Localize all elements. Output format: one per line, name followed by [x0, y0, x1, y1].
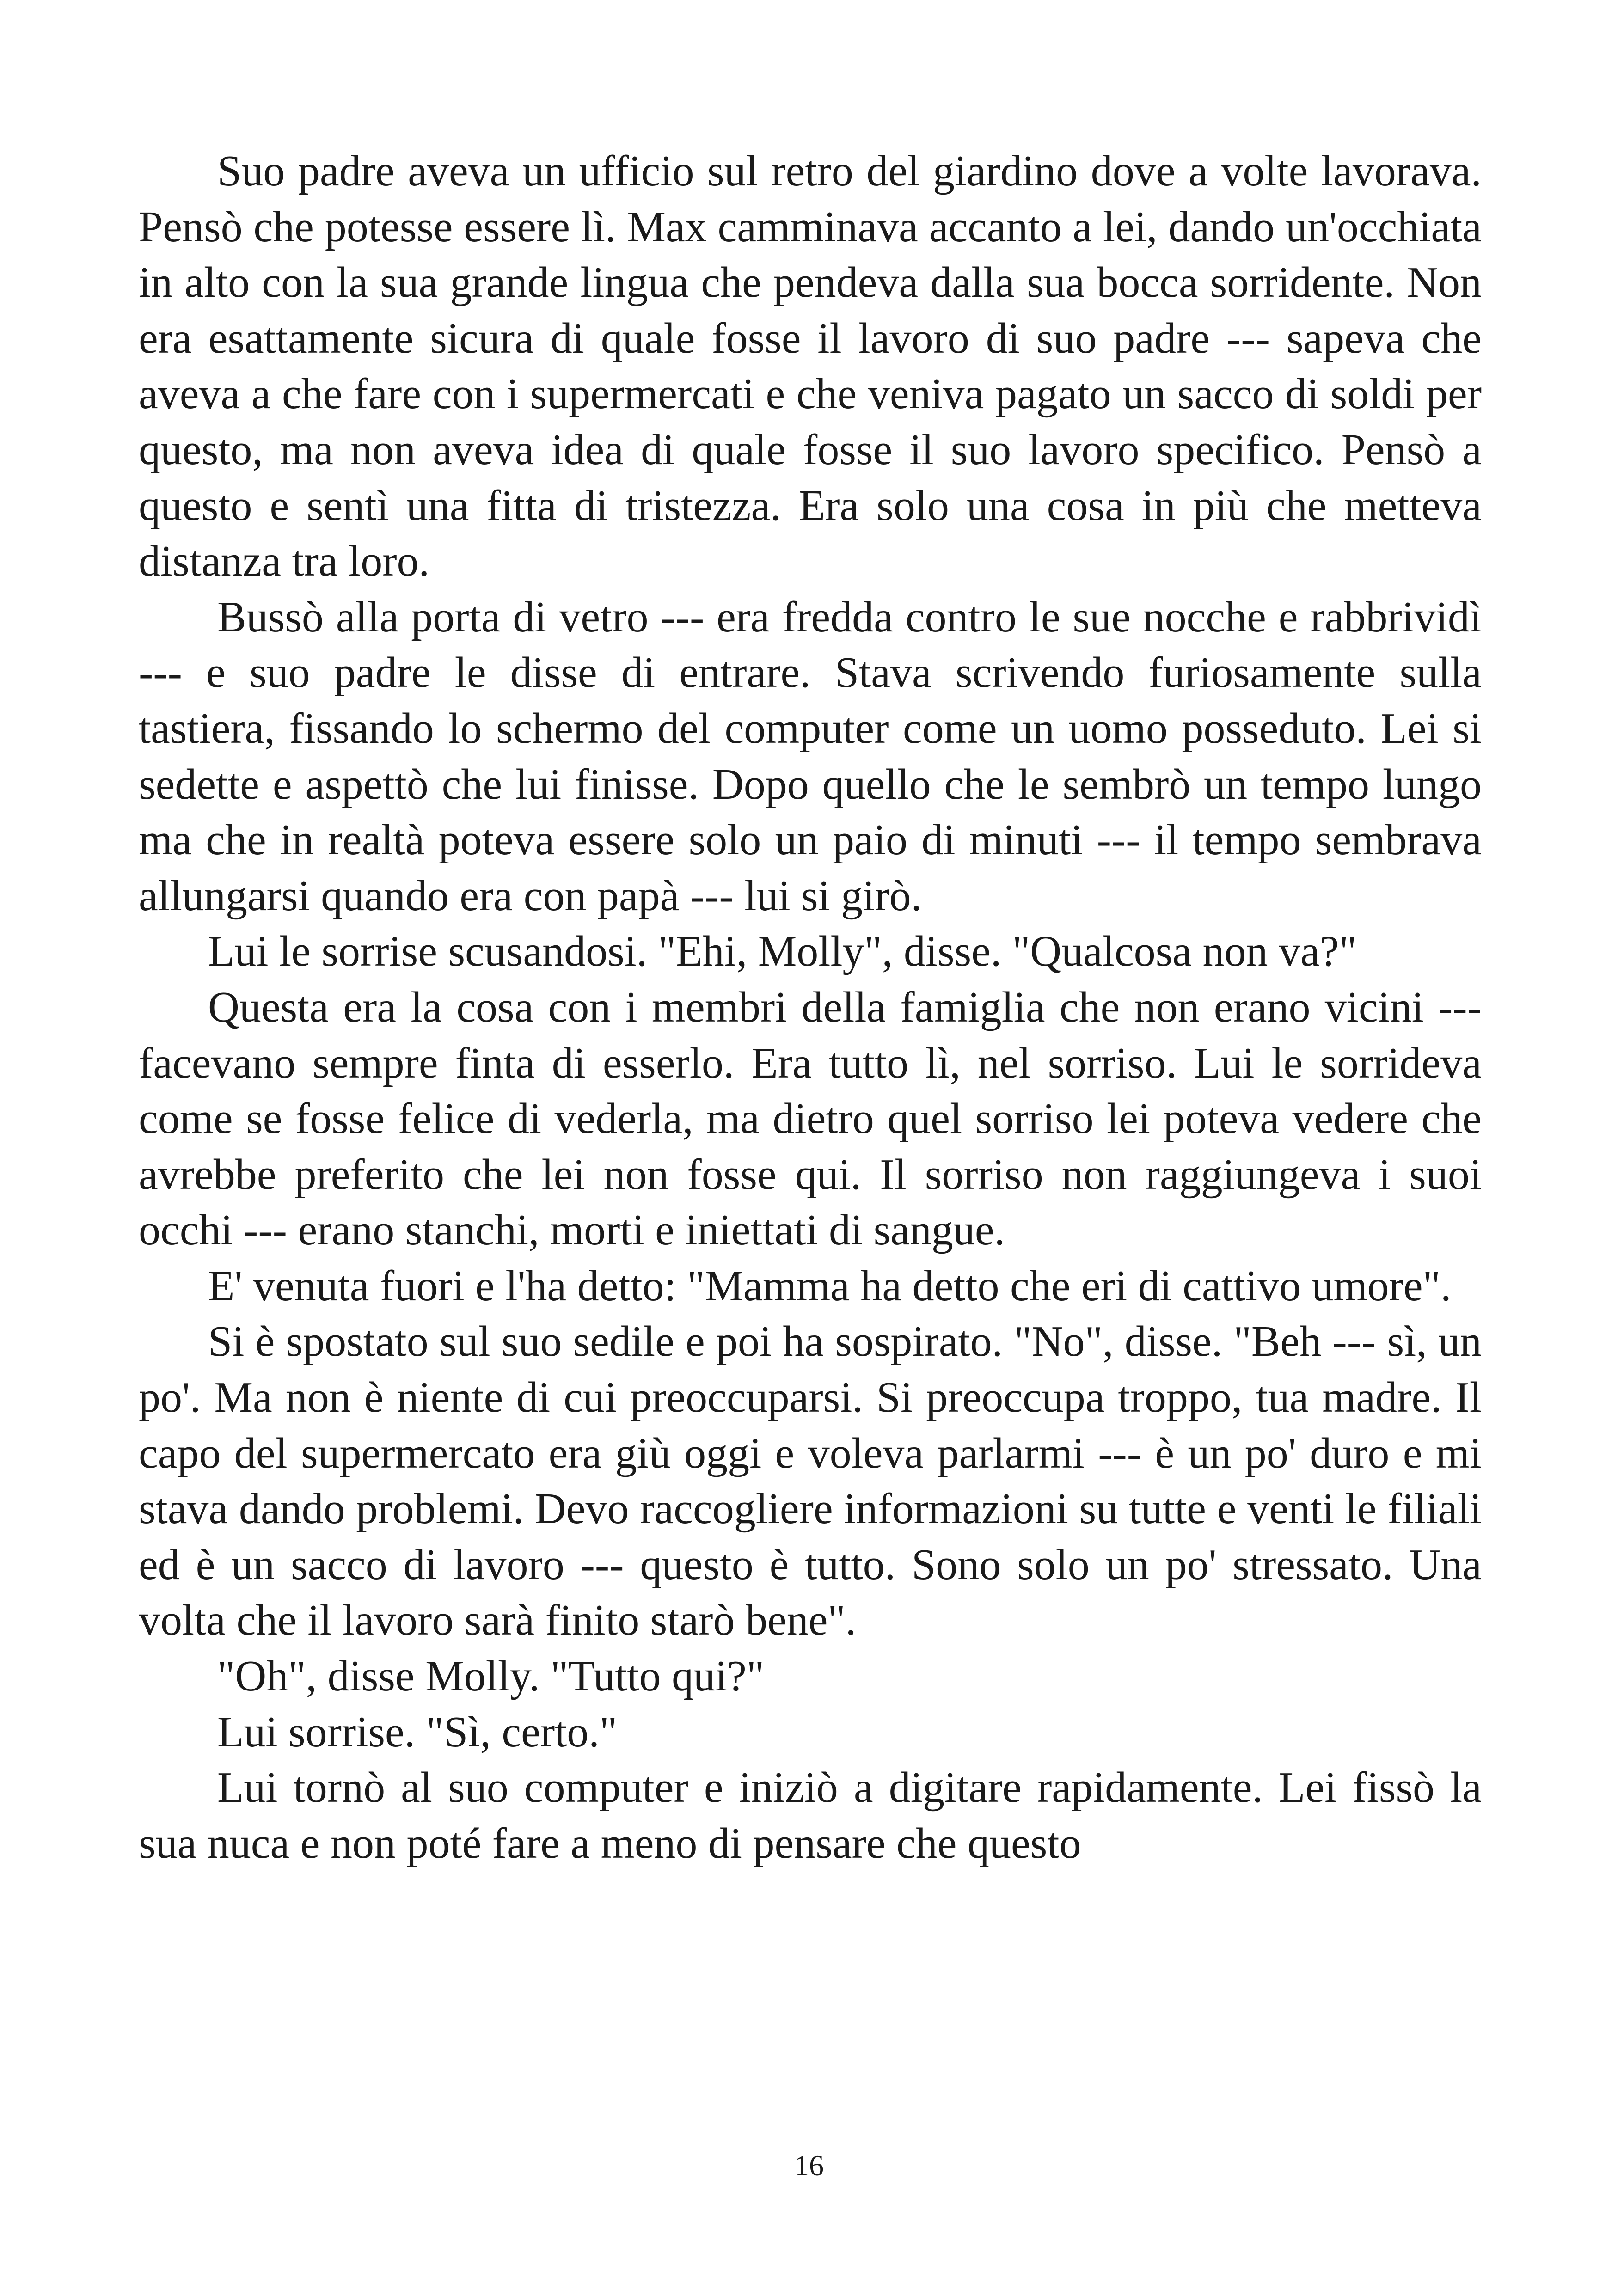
paragraph: Lui sorrise. "Sì, certo." — [217, 1708, 618, 1756]
paragraph: Si è spostato sul suo sedile e poi ha sospirato. "No", disse. "Beh --- sì, un po'. Ma non è niente di cui preoccuparsi. Si preoccupa troppo, tua madre. Il capo del supermercato era giù oggi e voleva parlarmi --- è un po' duro e mi stava dando problemi. Devo raccogliere informazioni su tutte e venti le filiali ed è un sacco di lavoro --- questo è tutto. Sono solo un po' stressato. Una volta che il lavoro sarà finito starò bene". — [139, 1317, 1482, 1645]
page-number: 16 — [794, 2149, 824, 2182]
paragraph: Questa era la cosa con i membri della famiglia che non erano vicini --- facevano sempre finta di esserlo. Era tutto lì, nel sorriso. Lui le sorrideva come se fosse felice di vederla, ma dietro quel sorriso lei poteva vedere che avrebbe preferito che lei non fosse qui. Il sorriso non raggiungeva i suoi occhi --- erano stanchi, morti e iniettati di sangue. — [139, 983, 1482, 1255]
paragraph: Lui le sorrise scusandosi. "Ehi, Molly", disse. "Qualcosa non va?" — [208, 927, 1357, 976]
paragraph: Lui tornò al suo computer e iniziò a digitare rapidamente. Lei fissò la sua nuca e non poté fare a meno di pensare che questo — [139, 1763, 1482, 1867]
paragraph: Bussò alla porta di vetro --- era fredda contro le sue nocche e rabbrividì --- e suo padre le disse di entrare. Stava scrivendo furiosamente sulla tastiera, fissando lo schermo del computer come un uomo posseduto. Lei si sedette e aspettò che lui finisse. Dopo quello che le sembrò un tempo lungo ma che in realtà poteva essere solo un paio di minuti --- il tempo sembrava allungarsi quando era con papà --- lui si girò. — [139, 593, 1482, 920]
paragraph: "Oh", disse Molly. "Tutto qui?" — [217, 1652, 765, 1701]
paragraph: E' venuta fuori e l'ha detto: "Mamma ha detto che eri di cattivo umore". — [208, 1261, 1452, 1310]
body-text — [139, 143, 1482, 1871]
paragraph: Suo padre aveva un ufficio sul retro del giardino dove a volte lavorava. Pensò che potesse essere lì. Max camminava accanto a lei, dando un'occhiata in alto con la sua grande lingua che pendeva dalla sua bocca sorridente. Non era esattamente sicura di quale fosse il lavoro di suo padre --- sapeva che aveva a che fare con i supermercati e che veniva pagato un sacco di soldi per questo, ma non aveva idea di quale fosse il suo lavoro specifico. Pensò a questo e sentì una fitta di tristezza. Era solo una cosa in più che metteva distanza tra loro. — [139, 147, 1482, 586]
